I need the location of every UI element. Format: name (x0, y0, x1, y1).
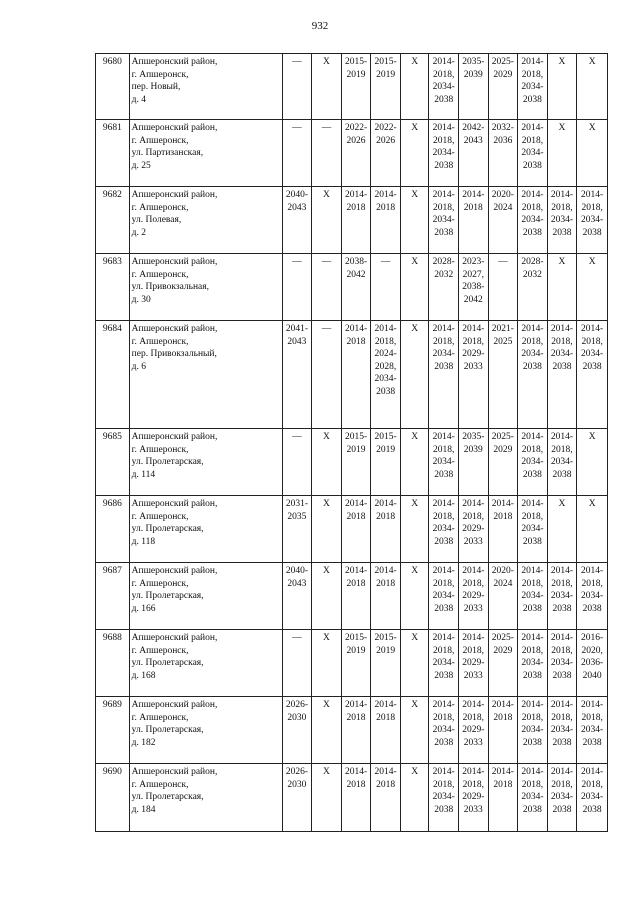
period-cell: — (282, 429, 312, 496)
page-number: 932 (311, 20, 329, 32)
address-cell (129, 120, 282, 187)
address-line: ул. Пролетарская, (131, 524, 204, 534)
period-cell: 2014- 2018, 2029- 2033 (459, 321, 489, 429)
period-cell: 2014- 2018 (341, 187, 371, 254)
period-cell: 2014- 2018 (341, 764, 371, 832)
period-cell: X (400, 563, 429, 630)
period-cell: X (400, 764, 429, 832)
period-cell: 2026- 2030 (282, 697, 312, 764)
period-cell: 2014- 2018, 2034- 2038 (518, 697, 548, 764)
housing-registry-table (95, 53, 608, 832)
table-row (96, 254, 608, 321)
row-number: 9681 (96, 120, 130, 187)
period-cell: 2014- 2018 (371, 496, 401, 563)
period-cell: 2014- 2018, 2034- 2038 (547, 563, 577, 630)
period-cell: 2014- 2018, 2034- 2038 (577, 321, 608, 429)
period-cell: 2014- 2018, 2034- 2038 (547, 630, 577, 697)
period-cell: 2014- 2018 (341, 563, 371, 630)
period-cell: 2014- 2018, 2029- 2033 (459, 697, 489, 764)
address-cell (129, 496, 282, 563)
period-cell: — (282, 120, 312, 187)
row-number: 9686 (96, 496, 130, 563)
address-line: д. 118 (131, 536, 156, 547)
period-cell: 2014- 2018, 2029- 2033 (459, 764, 489, 832)
period-cell: 2014- 2018, 2034- 2038 (429, 429, 459, 496)
table-row (96, 697, 608, 764)
period-cell: 2014- 2018, 2034- 2038 (429, 563, 459, 630)
address-line: г. Апшеронск, (131, 712, 189, 723)
period-cell: X (577, 54, 608, 120)
table-row (96, 630, 608, 697)
period-cell: 2014- 2018, 2029- 2033 (459, 630, 489, 697)
period-cell: 2020- 2024 (488, 187, 518, 254)
row-number: 9680 (96, 54, 130, 120)
period-cell: 2014- 2018, 2034- 2038 (547, 429, 577, 496)
period-cell: 2014- 2018, 2034- 2038 (547, 187, 577, 254)
address-line: г. Апшеронск, (131, 135, 189, 146)
period-cell: 2040- 2043 (282, 563, 312, 630)
table-row (96, 429, 608, 496)
period-cell: 2020- 2024 (488, 563, 518, 630)
table-row (96, 496, 608, 563)
period-cell: 2014- 2018 (371, 697, 401, 764)
period-cell: 2015- 2019 (341, 630, 371, 697)
period-cell: 2022- 2026 (371, 120, 401, 187)
address-cell (129, 697, 282, 764)
period-cell: 2014- 2018, 2034- 2038 (518, 764, 548, 832)
period-cell: 2014- 2018 (488, 764, 518, 832)
period-cell: 2014- 2018, 2034- 2038 (577, 697, 608, 764)
period-cell: 2014- 2018, 2034- 2038 (518, 563, 548, 630)
address-line: г. Апшеронск, (131, 645, 189, 656)
period-cell: — (282, 630, 312, 697)
period-cell: 2015- 2019 (371, 630, 401, 697)
address-line: Апшеронский район, (131, 633, 218, 643)
address-line: г. Апшеронск, (131, 69, 189, 80)
table-row (96, 764, 608, 832)
address-line: д. 6 (131, 361, 146, 372)
period-cell: 2040- 2043 (282, 187, 312, 254)
period-cell: 2014- 2018, 2034- 2038 (518, 321, 548, 429)
table-row (96, 187, 608, 254)
period-cell: — (488, 254, 518, 321)
address-line: ул. Пролетарская, (131, 591, 204, 601)
period-cell: 2035- 2039 (459, 54, 489, 120)
period-cell: 2014- 2018, 2034- 2038 (429, 120, 459, 187)
address-line: д. 114 (131, 469, 156, 480)
period-cell: X (400, 321, 429, 429)
period-cell: 2014- 2018, 2034- 2038 (518, 496, 548, 563)
address-line: г. Апшеронск, (131, 444, 189, 455)
period-cell: 2014- 2018, 2034- 2038 (518, 429, 548, 496)
period-cell: X (547, 254, 577, 321)
address-line: д. 25 (131, 160, 151, 171)
period-cell: 2014- 2018 (488, 496, 518, 563)
period-cell: X (312, 429, 342, 496)
address-line: ул. Полевая, (131, 215, 182, 225)
period-cell: 2031- 2035 (282, 496, 312, 563)
period-cell: 2014- 2018 (459, 187, 489, 254)
address-line: г. Апшеронск, (131, 578, 189, 589)
period-cell: 2015- 2019 (341, 429, 371, 496)
address-line: г. Апшеронск, (131, 269, 189, 280)
address-line: Апшеронский район, (131, 700, 218, 710)
row-number: 9682 (96, 187, 130, 254)
row-number: 9688 (96, 630, 130, 697)
period-cell: X (577, 429, 608, 496)
period-cell: — (312, 254, 342, 321)
address-line: ул. Пролетарская, (131, 792, 204, 802)
period-cell: 2014- 2018, 2034- 2038 (429, 496, 459, 563)
period-cell: 2014- 2018, 2034- 2038 (547, 321, 577, 429)
period-cell: X (312, 563, 342, 630)
period-cell: X (577, 254, 608, 321)
period-cell: 2014- 2018 (341, 496, 371, 563)
address-cell (129, 54, 282, 120)
address-line: пер. Новый, (131, 82, 181, 92)
period-cell: 2014- 2018, 2034- 2038 (518, 120, 548, 187)
period-cell: X (400, 429, 429, 496)
address-line: ул. Партизанская, (131, 148, 204, 158)
period-cell: X (577, 496, 608, 563)
address-line: д. 182 (131, 737, 156, 748)
period-cell: 2023- 2027, 2038- 2042 (459, 254, 489, 321)
period-cell: 2025- 2029 (488, 630, 518, 697)
address-line: Апшеронский район, (131, 190, 218, 200)
period-cell: 2014- 2018, 2034- 2038 (429, 321, 459, 429)
period-cell: X (400, 187, 429, 254)
address-line: Апшеронский район, (131, 499, 218, 509)
address-line: Апшеронский район, (131, 566, 218, 576)
period-cell: 2014- 2018, 2034- 2038 (429, 630, 459, 697)
row-number: 9690 (96, 764, 130, 832)
period-cell: X (547, 54, 577, 120)
address-cell (129, 630, 282, 697)
period-cell: 2025- 2029 (488, 429, 518, 496)
address-line: Апшеронский район, (131, 767, 218, 777)
period-cell: 2038- 2042 (341, 254, 371, 321)
period-cell: 2014- 2018, 2034- 2038 (547, 764, 577, 832)
period-cell: 2014- 2018, 2034- 2038 (518, 630, 548, 697)
address-cell (129, 563, 282, 630)
period-cell: 2014- 2018, 2024- 2028, 2034- 2038 (371, 321, 401, 429)
address-line: д. 2 (131, 227, 146, 238)
period-cell: 2016- 2020, 2036- 2040 (577, 630, 608, 697)
period-cell: X (400, 120, 429, 187)
period-cell: 2021- 2025 (488, 321, 518, 429)
row-number: 9687 (96, 563, 130, 630)
address-cell (129, 764, 282, 832)
period-cell: X (400, 254, 429, 321)
address-line: ул. Пролетарская, (131, 725, 204, 735)
period-cell: X (312, 496, 342, 563)
period-cell: X (312, 764, 342, 832)
period-cell: 2026- 2030 (282, 764, 312, 832)
period-cell: 2014- 2018, 2034- 2038 (429, 764, 459, 832)
period-cell: 2014- 2018, 2034- 2038 (429, 187, 459, 254)
address-line: Апшеронский район, (131, 123, 218, 133)
address-line: д. 184 (131, 804, 156, 815)
period-cell: X (547, 496, 577, 563)
address-cell (129, 321, 282, 429)
address-line: г. Апшеронск, (131, 511, 189, 522)
period-cell: 2025- 2029 (488, 54, 518, 120)
period-cell: 2015- 2019 (371, 429, 401, 496)
period-cell: — (282, 54, 312, 120)
period-cell: 2014- 2018, 2034- 2038 (518, 187, 548, 254)
period-cell: X (400, 54, 429, 120)
period-cell: 2014- 2018, 2034- 2038 (577, 563, 608, 630)
period-cell: 2028- 2032 (429, 254, 459, 321)
period-cell: 2014- 2018 (341, 321, 371, 429)
period-cell: 2014- 2018 (341, 697, 371, 764)
address-line: г. Апшеронск, (131, 202, 189, 213)
period-cell: X (400, 630, 429, 697)
address-line: Апшеронский район, (131, 432, 218, 442)
address-line: Апшеронский район, (131, 257, 218, 267)
period-cell: 2014- 2018 (488, 697, 518, 764)
period-cell: X (400, 697, 429, 764)
period-cell: 2015- 2019 (341, 54, 371, 120)
row-number: 9683 (96, 254, 130, 321)
period-cell: 2014- 2018, 2029- 2033 (459, 496, 489, 563)
period-cell: X (577, 120, 608, 187)
period-cell: 2041- 2043 (282, 321, 312, 429)
period-cell: X (312, 54, 342, 120)
table-row (96, 120, 608, 187)
period-cell: 2014- 2018, 2034- 2038 (429, 697, 459, 764)
period-cell: 2042- 2043 (459, 120, 489, 187)
address-line: пер. Привокзальный, (131, 349, 217, 359)
period-cell: 2015- 2019 (371, 54, 401, 120)
period-cell: 2014- 2018, 2034- 2038 (518, 54, 548, 120)
address-line: д. 30 (131, 294, 151, 305)
address-line: д. 166 (131, 603, 156, 614)
period-cell: 2014- 2018 (371, 764, 401, 832)
period-cell: X (400, 496, 429, 563)
address-cell (129, 429, 282, 496)
period-cell: 2014- 2018 (371, 563, 401, 630)
table-row (96, 54, 608, 120)
period-cell: — (312, 321, 342, 429)
address-cell (129, 187, 282, 254)
row-number: 9684 (96, 321, 130, 429)
address-line: Апшеронский район, (131, 57, 218, 67)
address-line: д. 4 (131, 94, 146, 105)
period-cell: — (371, 254, 401, 321)
period-cell: X (312, 630, 342, 697)
row-number: 9685 (96, 429, 130, 496)
period-cell: 2014- 2018, 2029- 2033 (459, 563, 489, 630)
row-number: 9689 (96, 697, 130, 764)
period-cell: 2022- 2026 (341, 120, 371, 187)
address-line: Апшеронский район, (131, 324, 218, 334)
period-cell: 2014- 2018, 2034- 2038 (577, 187, 608, 254)
address-line: г. Апшеронск, (131, 779, 189, 790)
table-row (96, 563, 608, 630)
address-line: ул. Пролетарская, (131, 658, 204, 668)
period-cell: — (282, 254, 312, 321)
period-cell: 2035- 2039 (459, 429, 489, 496)
table-row (96, 321, 608, 429)
address-line: ул. Привокзальная, (131, 282, 210, 292)
address-line: г. Апшеронск, (131, 336, 189, 347)
period-cell: X (547, 120, 577, 187)
period-cell: 2014- 2018, 2034- 2038 (429, 54, 459, 120)
period-cell: 2014- 2018 (371, 187, 401, 254)
period-cell: 2014- 2018, 2034- 2038 (547, 697, 577, 764)
address-line: ул. Пролетарская, (131, 457, 204, 467)
period-cell: X (312, 697, 342, 764)
period-cell: — (312, 120, 342, 187)
period-cell: X (312, 187, 342, 254)
address-cell (129, 254, 282, 321)
period-cell: 2028- 2032 (518, 254, 548, 321)
address-line: д. 168 (131, 670, 156, 681)
period-cell: 2014- 2018, 2034- 2038 (577, 764, 608, 832)
period-cell: 2032- 2036 (488, 120, 518, 187)
